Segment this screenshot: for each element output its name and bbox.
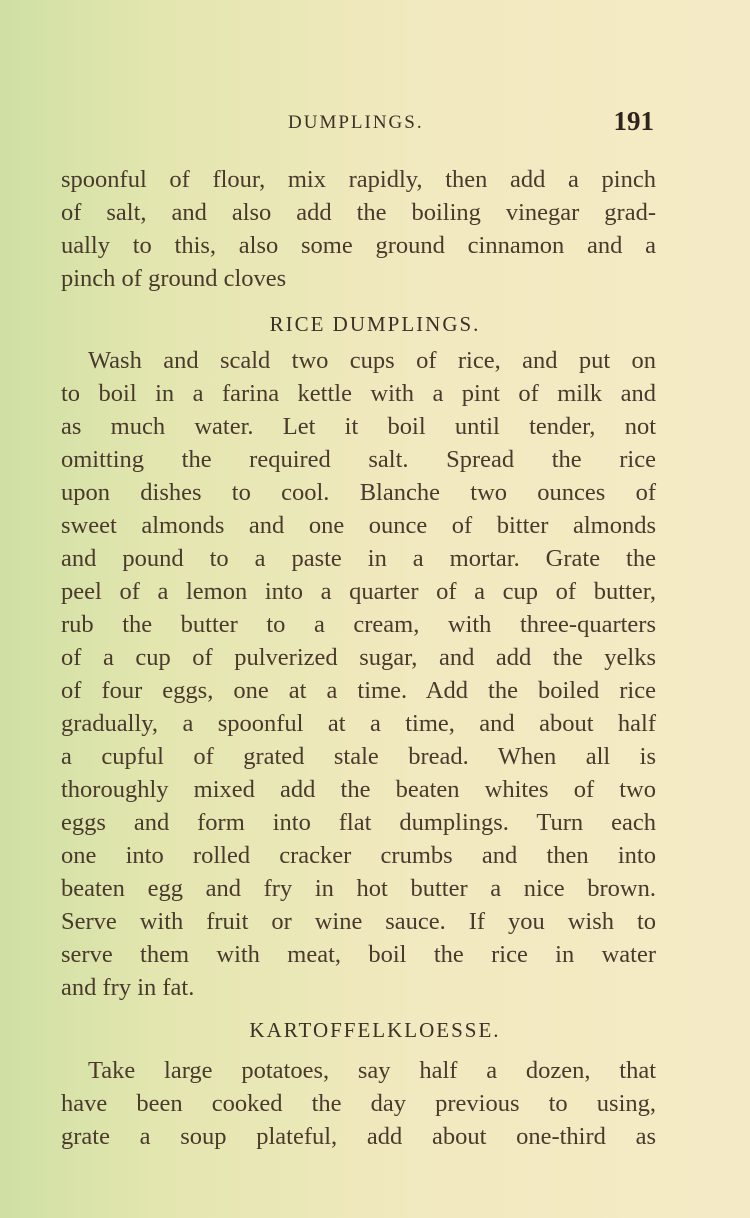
paragraph-line: sweet almonds and one ounce of bitter almonds bbox=[61, 512, 656, 539]
paragraph-line: of a cup of pulverized sugar, and add the yelks bbox=[61, 644, 656, 671]
paragraph-line: Wash and scald two cups of rice, and put on bbox=[88, 347, 656, 374]
paragraph-line: omitting the required salt. Spread the rice bbox=[61, 446, 656, 473]
paragraph-line: gradually, a spoonful at a time, and about half bbox=[61, 710, 656, 737]
paragraph-line: peel of a lemon into a quarter of a cup of butter, bbox=[61, 578, 656, 605]
section-heading-rice-dumplings: RICE DUMPLINGS. bbox=[269, 312, 481, 336]
paragraph-line: one into rolled cracker crumbs and then into bbox=[61, 842, 656, 869]
paragraph-line: serve them with meat, boil the rice in water bbox=[61, 941, 656, 968]
paragraph-line: Take large potatoes, say half a dozen, that bbox=[88, 1057, 656, 1084]
paragraph-line: and pound to a paste in a mortar. Grate the bbox=[61, 545, 656, 572]
section-heading-kartoffelkloesse: KARTOFFELKLOESSE. bbox=[249, 1018, 501, 1042]
paragraph-line: spoonful of flour, mix rapidly, then add a pinch bbox=[61, 166, 656, 193]
running-head bbox=[0, 106, 750, 146]
kartoffelkloesse-paragraph bbox=[61, 1054, 656, 1153]
page-number: 191 bbox=[613, 106, 654, 136]
paragraph-line: upon dishes to cool. Blanche two ounces of bbox=[61, 479, 656, 506]
paragraph-line: of four eggs, one at a time. Add the boiled rice bbox=[61, 677, 656, 704]
continuation-paragraph bbox=[61, 163, 656, 295]
paragraph-line: thoroughly mixed add the beaten whites of two bbox=[61, 776, 656, 803]
paragraph-line: as much water. Let it boil until tender, not bbox=[61, 413, 656, 440]
running-title: DUMPLINGS. bbox=[288, 112, 424, 133]
paragraph-line: and fry in fat. bbox=[61, 974, 195, 1001]
paragraph-line: ually to this, also some ground cinnamon and a bbox=[61, 232, 656, 259]
paragraph-line: to boil in a farina kettle with a pint of milk and bbox=[61, 380, 656, 407]
rice-dumplings-paragraph bbox=[61, 344, 656, 1004]
paragraph-line: rub the butter to a cream, with three-quarters bbox=[61, 611, 656, 638]
paragraph-line: eggs and form into flat dumplings. Turn each bbox=[61, 809, 656, 836]
paragraph-line: a cupful of grated stale bread. When all is bbox=[61, 743, 656, 770]
paragraph-line: of salt, and also add the boiling vinegar grad- bbox=[61, 199, 656, 226]
paragraph-line: beaten egg and fry in hot butter a nice brown. bbox=[61, 875, 656, 902]
paragraph-line: Serve with fruit or wine sauce. If you wish to bbox=[61, 908, 656, 935]
paragraph-line: grate a soup plateful, add about one-third as bbox=[61, 1123, 656, 1150]
paragraph-line: pinch of ground cloves bbox=[61, 265, 287, 292]
paragraph-line: have been cooked the day previous to using, bbox=[61, 1090, 656, 1117]
